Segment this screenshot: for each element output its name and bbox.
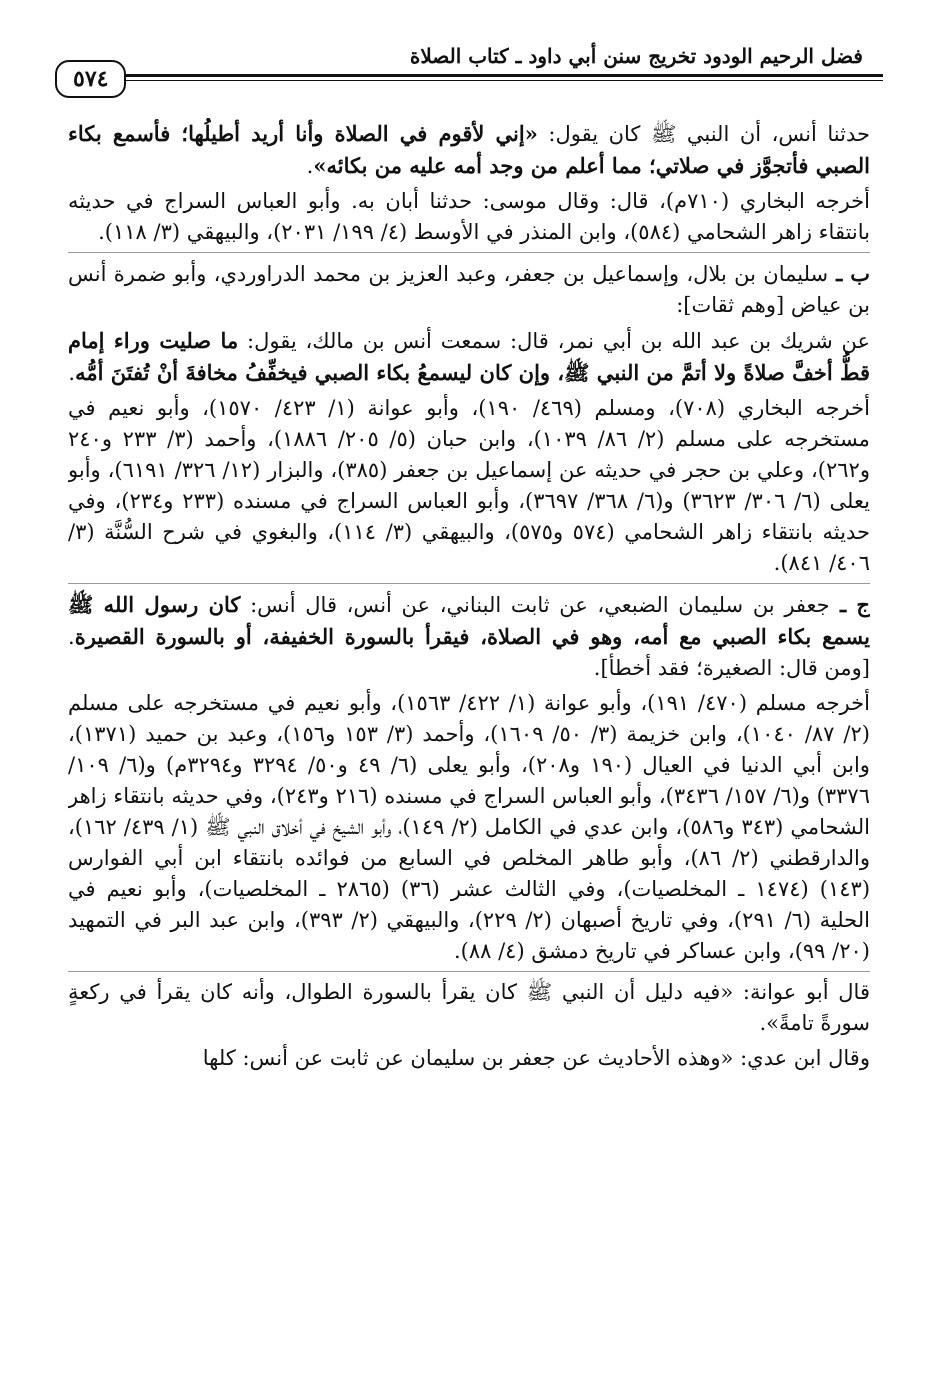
text-run: أخرجه البخاري (٧١٠م)، قال: وقال موسى: حدثنا أبان به. وأبو العباس السراج في حديثه بانتقاء زاهر الشحامي (٥٨٤)، وابن المنذر في الأوسط (٤/ ١٩٩/ ٢٠٣١)، والبيهقي (٣/ ١١٨). xyxy=(68,189,870,244)
text-run: جعفر بن سليمان الضبعي، عن ثابت البناني، عن أنس، قال أنس: xyxy=(240,593,830,617)
text-run: . xyxy=(68,361,76,385)
text-run: وقال ابن عدي: «وهذه الأحاديث عن جعفر بن سليمان عن ثابت عن أنس: كلها xyxy=(202,1046,870,1070)
body-paragraph xyxy=(68,393,870,579)
bold-text: ما صليت وراء إمام قطُّ أخفَّ صلاةً ولا أتمَّ من النبي ﷺ، وإن كان ليسمعُ بكاء الصبي فيخفِّفُ مخافةَ أنْ تُفتَنَ أمُّه xyxy=(68,328,870,385)
text-run: أخرجه البخاري (٧٠٨)، ومسلم (٤٦٩/ ١٩٠)، وأبو عوانة (١/ ٤٢٣/ ١٥٧٠)، وأبو نعيم في مستخرجه على مسلم (٢/ ٨٦/ ١٠٣٩)، وابن حبان (٥/ ٢٠٥/ ١٨٨٦)، وأحمد (٣/ ٢٣٣ و٢٤٠ و٢٦٢)، وعلي بن حجر في حديثه عن إسماعيل بن جعفر (٣٨٥)، والبزار (١٢/ ٣٢٦/ ٦١٩١)، وأبو يعلى (٦/ ٣٠٦/ ٣٦٢٣) و(٦/ ٣٦٨/ ٣٦٩٧)، وأبو العباس السراج في مسنده (٢٣٣ و٢٣٤)، وفي حديثه بانتقاء زاهر الشحامي (٥٧٤ و٥٧٥)، والبيهقي (٣/ ١١٤)، والبغوي في شرح السُّنَّة (٣/ ٤٠٦/ ٨٤١). xyxy=(68,396,870,575)
text-run: عن شريك بن عبد الله بن أبي نمر، قال: سمعت أنس بن مالك، يقول: xyxy=(238,329,870,353)
text-run: . [ومن قال: الصغيرة؛ فقد أخطأ]. xyxy=(68,625,870,680)
body-paragraph xyxy=(68,589,870,684)
bold-text: ج ـ xyxy=(829,592,870,617)
body-paragraph xyxy=(68,258,870,321)
paragraph-divider xyxy=(68,583,870,584)
text-run: سليمان بن بلال، وإسماعيل بن جعفر، وعبد العزيز بن محمد الدراوردي، وأبو ضمرة أنس بن عياض [وهم ثقات]: xyxy=(68,262,870,317)
body-paragraph xyxy=(68,325,870,389)
body-paragraph xyxy=(68,688,870,967)
page-header xyxy=(55,42,883,102)
body-paragraph xyxy=(68,186,870,248)
bold-text: كان رسول الله ﷺ يسمع بكاء الصبي مع أمه، وهو في الصلاة، فيقرأ بالسورة الخفيفة، أو بالسورة القصيرة xyxy=(68,592,870,649)
text-run: قال أبو عوانة: «فيه دليل أن النبي ﷺ كان يقرأ بالسورة الطوال، وأنه كان يقرأ في ركعةٍ سورةً تامةً». xyxy=(68,980,870,1035)
text-run: حدثنا أنس، أن النبي ﷺ كان يقول: xyxy=(537,122,870,146)
bold-text: «إني لأقوم في الصلاة وأنا أريد أطيلُها؛ فأسمع بكاء الصبي فأتجوَّز في صلاتي؛ مما أعلم من وجد أمه عليه من بكائه» xyxy=(68,121,870,178)
body-paragraph xyxy=(68,1043,870,1074)
header-rule-thin xyxy=(55,80,883,81)
bold-text: ب ـ xyxy=(828,261,870,286)
text-run: . xyxy=(306,154,314,178)
header-rule xyxy=(55,74,883,77)
page-number: ٥٧٤ xyxy=(55,60,126,98)
paragraph-divider xyxy=(68,971,870,972)
text-run: أخرجه مسلم (٤٧٠/ ١٩١)، وأبو عوانة (١/ ٤٢٢/ ١٥٦٣)، وأبو نعيم في مستخرجه على مسلم (٢/ ٨٧/ ١٠٤٠)، وابن خزيمة (٣/ ٥٠/ ١٦٠٩)، وأحمد (٣/ ١٥٣ و١٥٦)، وعبد بن حميد (١٣٧١)، وابن أبي الدنيا في العيال (١٩٠ و٢٠٨)، وأبو يعلى (٦/ ٤٩ و٥٠/ ٣٢٩٤ و٣٢٩٤م) و(٦/ ١٠٩/ ٣٣٧٦) و(٦/ ١٥٧/ ٣٤٣٦)، وأبو العباس السراج في مسنده (٢١٦ و٢٤٣)، وفي حديثه بانتقاء زاهر الشحامي (٣٤٣ و٥٨٦)، وابن عدي في الكامل (٢/ ١٤٩)، وأبو الشيخ في أخلاق النبي ﷺ (١/ ٤٣٩/ ١٦٢)، والدارقطني (٢/ ٨٦)، وأبو طاهر المخلص في السابع من فوائده بانتقاء ابن أبي الفوارس (١٤٣) (١٤٧٤ ـ المخلصيات)، وفي الثالث عشر (٣٦) (٢٨٦٥ ـ المخلصيات)، وأبو نعيم في الحلية (٦/ ٢٩١)، وفي تاريخ أصبهان (٢/ ٢٢٩)، والبيهقي (٢/ ٣٩٣)، وابن عبد البر في التمهيد (٢٠/ ٩٩)، وابن عساكر في تاريخ دمشق (٤/ ٨٨). xyxy=(68,691,870,963)
paragraph-divider xyxy=(68,252,870,253)
page-body xyxy=(68,118,870,1379)
body-paragraph xyxy=(68,118,870,182)
body-paragraph xyxy=(68,977,870,1039)
running-title: فضل الرحيم الودود تخريج سنن أبي داود ـ كتاب الصلاة xyxy=(409,44,863,68)
